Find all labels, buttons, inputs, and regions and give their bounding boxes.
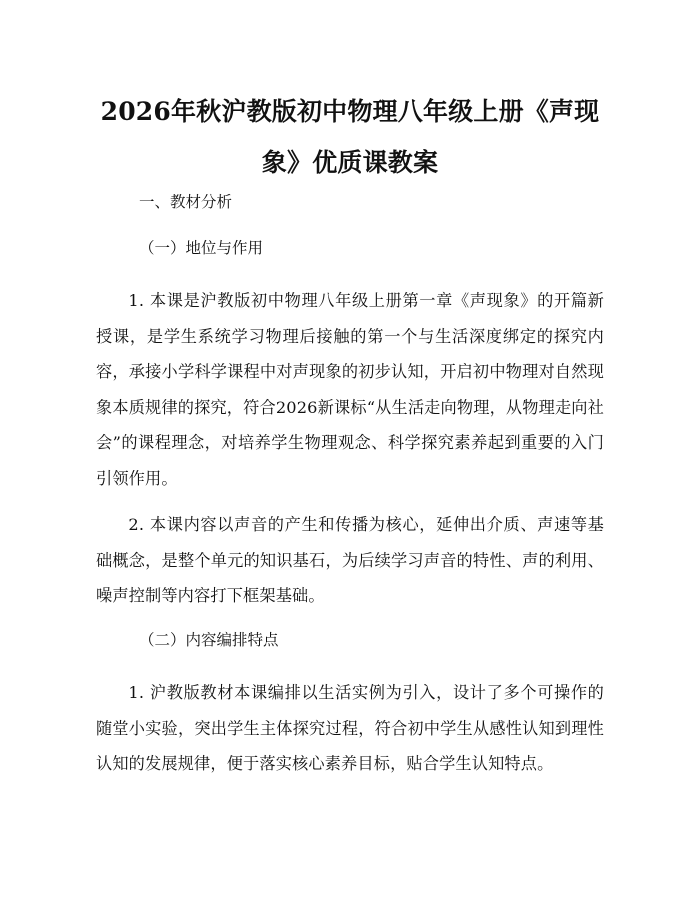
paragraph-position-role-2: 2. 本课内容以声音的产生和传播为核心，延伸出介质、声速等基础概念，是整个单元的知识基石，为后续学习声音的特性、声的利用、噪声控制等内容打下框架基础。 xyxy=(96,515,604,606)
paragraph-content-arrangement-1: 1. 沪教版教材本课编排以生活实例为引入，设计了多个可操作的随堂小实验，突出学生主体探究过程，符合初中学生从感性认知到理性认知的发展规律，便于落实核心素养目标，贴合学生认知特点。 xyxy=(96,683,604,774)
subsection-heading-position-role: （一）地位与作用 xyxy=(139,239,264,257)
document-title: 2026年秋沪教版初中物理八年级上册《声现象》优质课教案 xyxy=(100,97,600,177)
section-heading-textbook-analysis: 一、教材分析 xyxy=(139,193,233,211)
paragraph-position-role-1: 1. 本课是沪教版初中物理八年级上册第一章《声现象》的开篇新授课，是学生系统学习物理后接触的第一个与生活深度绑定的探究内容，承接小学科学课程中对声现象的初步认知，开启初中物理对自然现象本质规律的探究，符合2026新课标“从生活走向物理，从物理走向社会”的课程理念，对培养学生物理观念、科学探究素养起到重要的入门引领作用。 xyxy=(96,291,604,488)
subsection-heading-content-arrangement: （二）内容编排特点 xyxy=(139,631,279,649)
